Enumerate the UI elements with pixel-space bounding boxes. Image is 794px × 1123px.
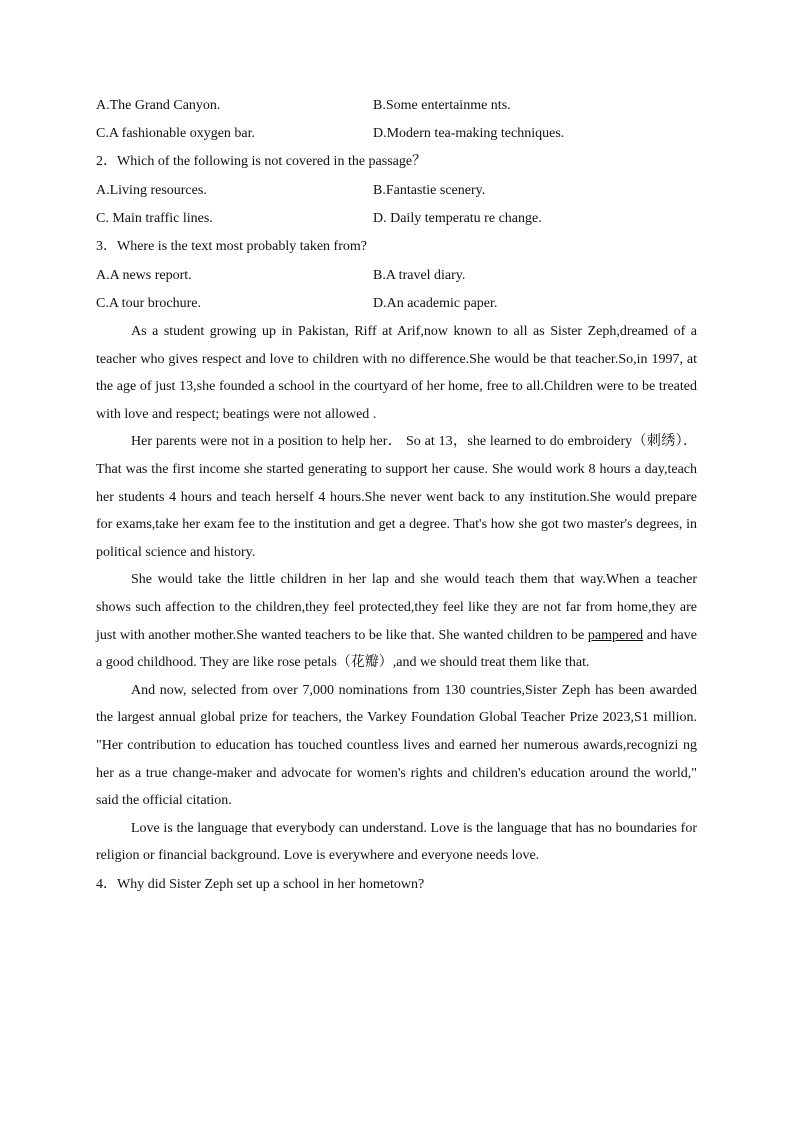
q1-option-c: C.A fashionable oxygen bar.: [96, 125, 256, 141]
q2-option-a: A.Living resources.: [96, 182, 207, 198]
exam-page: [96, 92, 697, 900]
q1-options-row-1: [96, 92, 697, 120]
q3-option-b: B.A travel diary.: [373, 267, 466, 283]
question-3: 3．Where is the text most probably taken from?: [96, 239, 367, 255]
q3-options-row-1: [96, 262, 697, 290]
passage-paragraph-1: As a student growing up in Pakistan, Riff at Arif,now known to all as Sister Zeph,dreamed of a teacher who gives respect and love to children with no difference.She would be that teacher.So,in 1997, at the age of just 13,she founded a school in the courtyard of her home, free to all.Children were to be treated with love and respect; beatings were not allowed .: [96, 324, 697, 422]
paragraph-3-text-before: She would take the little children in her lap and she would teach them that way.When a teacher shows such affection to the children,they feel protected,they feel like they are not far from home,they are just with another mother.She wanted teachers to be like that. She wanted children to be: [96, 572, 697, 643]
question-2: 2．Which of the following is not covered in the passage？: [96, 154, 427, 170]
q1-option-b: B.Some entertainme nts.: [373, 97, 511, 113]
q2-options-row-2: [96, 205, 697, 233]
passage-paragraph-5: Love is the language that everybody can understand. Love is the language that has no boundaries for religion or financial background. Love is everywhere and everyone needs love.: [96, 820, 697, 864]
q2-options-row-1: [96, 177, 697, 205]
q1-option-a: A.The Grand Canyon.: [96, 97, 221, 113]
question-4: 4．Why did Sister Zeph set up a school in her hometown?: [96, 876, 425, 892]
underlined-word: pampered: [587, 627, 644, 643]
q2-option-d: D. Daily temperatu re change.: [373, 210, 542, 226]
q2-option-b: B.Fantastie scenery.: [373, 182, 486, 198]
q3-option-a: A.A news report.: [96, 267, 192, 283]
passage-paragraph-3: [96, 566, 697, 676]
passage-paragraph-4: And now, selected from over 7,000 nominations from 130 countries,Sister Zeph has been awarded the largest annual global prize for teachers, the Varkey Foundation Global Teacher Prize 2023,S1 million. "Her contribution to education has touched countless lives and earned her numerous awards,recognizi ng her as a true change-maker and advocate for women's rights and children's education around the world," said the official citation.: [96, 682, 697, 809]
q1-option-d: D.Modern tea-making techniques.: [373, 125, 565, 141]
paragraph-3-text-after: and have a good childhood. They are like rose petals（花瓣）,and we should treat them like that.: [96, 627, 697, 671]
q2-option-c: C. Main traffic lines.: [96, 210, 213, 226]
q3-option-c: C.A tour brochure.: [96, 295, 201, 311]
q3-option-d: D.An academic paper.: [373, 295, 498, 311]
q1-options-row-2: [96, 120, 697, 148]
passage-paragraph-2: Her parents were not in a position to help her． So at 13，she learned to do embroidery（刺绣）．That was the first income she started generating to support her cause. She would work 8 hours a day,teach her students 4 hours and teach herself 4 hours.She never went back to any institution.She would prepare for exams,take her exam fee to the institution and get a degree. That's how she got two master's degrees, in political science and history.: [96, 434, 697, 560]
q3-options-row-2: [96, 290, 697, 318]
